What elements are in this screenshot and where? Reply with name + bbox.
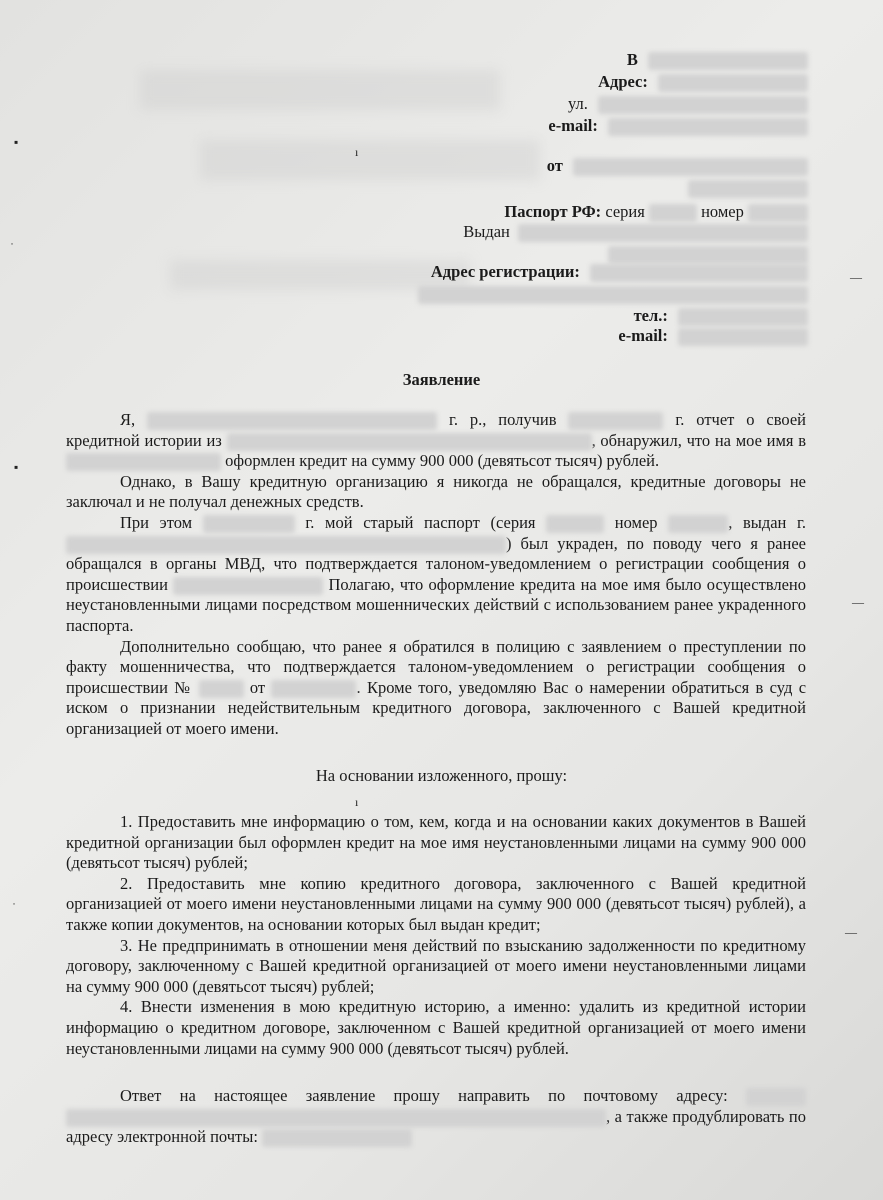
from-line [547,156,808,176]
street-label: ул. [567,94,588,113]
address-label: Адрес: [598,72,648,91]
reg-address-line [431,262,808,282]
redacted-sender-2 [688,180,808,198]
request-item-3: 3. Не предпринимать в отношении меня действий по взысканию задолженности по кредитному договору, заключенному с Вашей кредитной организацией от моего имени неустановленными лицами на сумму 900 000 (девятьсот тысяч) рублей; [66,935,806,996]
paragraph-2: Однако, в Вашу кредитную организацию я никогда не обращался, кредитные договоры не заключал и не получал денежных средств. [66,471,806,512]
redacted-recipient [648,52,808,70]
from-label: от [546,156,563,175]
redacted-sender [573,158,808,176]
p1-text-a: Я, [120,410,136,429]
speck: — [845,925,857,939]
answer-paragraph [66,1086,806,1148]
email-line [548,116,808,136]
document-title: Заявление [402,370,481,389]
reg-address-label: Адрес регистрации: [430,262,580,281]
request-heading: На основании изложенного, прошу: [315,766,568,785]
redacted-fullname [147,412,437,430]
redacted-street [598,96,808,114]
phone-line [634,306,808,326]
p4-text-b: от [249,677,266,697]
p4-text-a: Дополнительно сообщаю, что ранее я обратился в полицию с заявлением о преступлении по факту мошенничества, что подтверждается талоном-уведомлением о регистрации сообщения о происшествии № [66,636,806,697]
series-label: серия [605,202,645,221]
recipient-line [627,50,808,70]
reg-address-line-2 [418,284,808,304]
speck: ˙ [12,900,16,914]
speck: — [852,595,864,609]
p3-text-e: ) был украден, по поводу чего я ранее обращался в органы МВД, что подтверждается талоном-уведомлением о регистрации сообщения о происшествии [66,533,806,594]
redacted-series [649,204,697,222]
request-item-1: 1. Предоставить мне информацию о том, кем, когда и на основании каких документов в Вашей кредитной организации был оформлен кредит на мое имя неустановленными лицами на сумму 900 000 (девятьсот тысяч) рублей; [66,812,806,873]
p3-text-d: , выдан г. [728,512,807,532]
p1-text-d: , обнаружил, что на мое имя в [591,430,807,450]
number-label: номер [701,202,744,221]
redacted-incident-number [199,680,244,698]
answer-text-a: Ответ на настоящее заявление прошу направить по почтовому адресу: [120,1086,728,1105]
p3-text-c: номер [614,512,658,532]
address-line [598,72,808,92]
speck: ▪ [14,135,19,149]
redacted-issued [518,224,808,242]
redacted-old-issuer [66,536,506,554]
bleed-through [200,140,540,180]
issued-line [463,222,808,242]
phone-label: тел.: [633,306,668,325]
redacted-incident-date [271,680,356,698]
issued-label: Выдан [463,222,510,241]
redacted-postal-2 [66,1109,606,1127]
statement-body [66,410,806,740]
redacted-incident-1 [173,577,323,595]
redacted-postal-1 [746,1088,806,1106]
sender-line-2 [688,178,808,198]
request-item-2: 2. Предоставить мне копию кредитного договора, заключенного с Вашей кредитной организацией от моего имени неустановленными лицами на сумму 900 000 (девятьсот тысяч) рублей), а также копии документов, на основании которых был выдан кредит; [66,873,806,934]
p3-text-f: Полагаю, что оформление кредита на мое имя было осуществлено неустановленными лицами посредством мошеннических действий с использованием ранее украденного паспорта. [66,574,807,635]
redacted-bank [66,453,221,471]
speck: ˙ [10,240,14,254]
redacted-address [658,74,808,92]
redacted-reg-address [590,264,808,282]
email2-line [618,326,808,346]
answer-text-b: , а также продублировать по адресу электронной почты: [66,1106,806,1147]
request-item-4: 4. Внести изменения в мою кредитную историю, а именно: удалить из кредитной истории информацию о кредитном договоре, заключенном с Вашей кредитной организацией от моего имени неустановленными лицами на сумму 900 000 (девятьсот тысяч) рублей. [66,997,806,1058]
p3-text-b: г. мой старый паспорт (серия [305,512,536,532]
redacted-date [568,412,663,430]
redacted-number [748,204,808,222]
request-list [66,812,806,1059]
p1-text-c: г. отчет о своей кредитной истории из [66,410,807,450]
paragraph-4 [66,637,806,740]
email-label: e-mail: [548,116,598,135]
paragraph-3 [66,513,806,637]
recipient-prefix: В [626,50,638,69]
redacted-reply-email [262,1129,412,1147]
speck: ı [355,145,359,159]
redacted-bureau [227,433,592,451]
redacted-email [608,118,808,136]
redacted-phone [678,308,808,326]
speck: ▪ [14,460,19,474]
redacted-old-series [546,515,604,533]
redacted-old-number [668,515,728,533]
redacted-date-2 [203,515,295,533]
p1-text-b: г. р., получив [448,410,557,429]
bleed-through [140,70,500,110]
answer-block [66,1086,806,1148]
p4-text-c: . Кроме того, уведомляю Вас о намерении обратиться в суд с иском о признании недействительным кредитного договора, заключенного с Вашей кредитной организацией от моего имени. [66,677,807,738]
paragraph-1 [66,410,806,472]
p3-text-a: При этом [120,512,193,532]
redacted-email2 [678,328,808,346]
email2-label: e-mail: [618,326,668,345]
street-line [568,94,808,114]
passport-line [504,202,808,222]
speck: — [850,270,862,284]
redacted-reg-address-2 [418,286,808,304]
p1-text-e: оформлен кредит на сумму 900 000 (девятьсот тысяч) рублей. [225,451,660,471]
passport-label: Паспорт РФ: [504,202,602,221]
speck: ı [355,795,359,809]
